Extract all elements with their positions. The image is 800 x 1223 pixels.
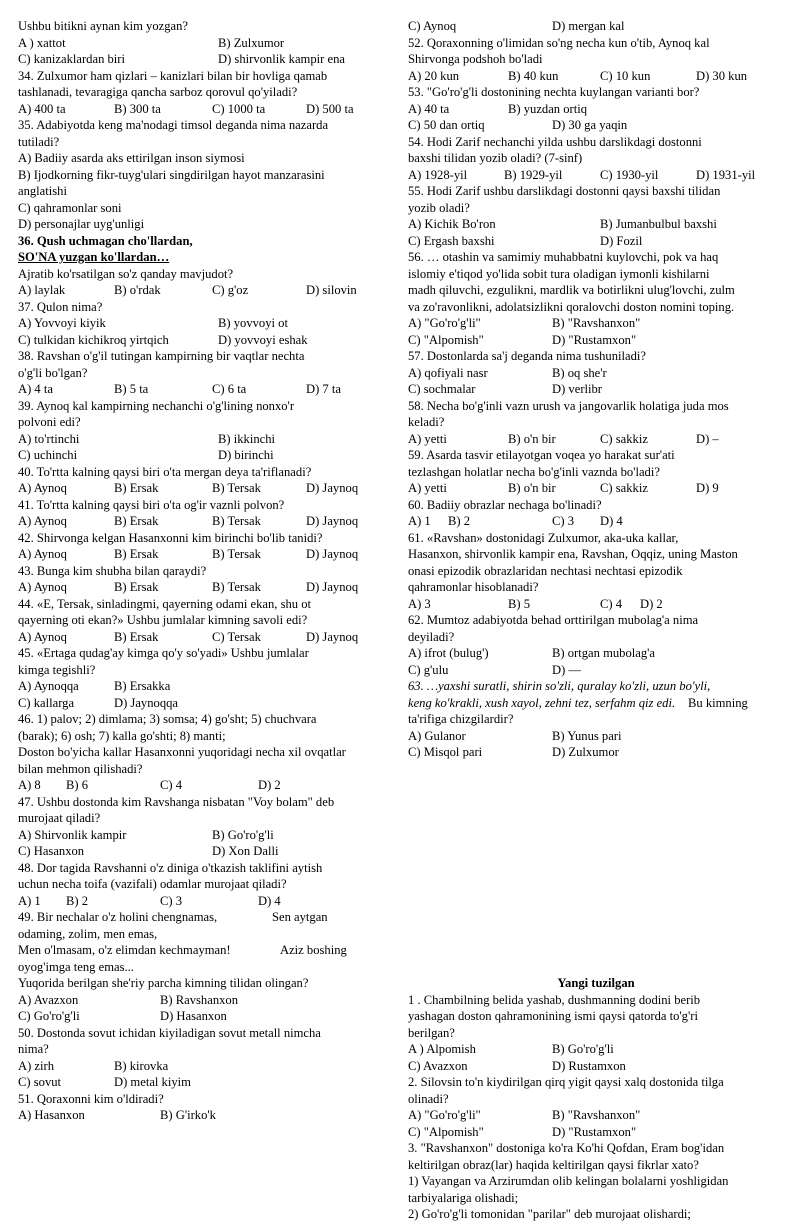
answer-option: D) 4: [258, 893, 281, 908]
answer-option: D) Jaynoq: [306, 629, 359, 644]
answer-options-line: [18, 909, 390, 926]
blank-line: [408, 827, 784, 844]
answer-option: D) Zulxumor: [552, 745, 619, 759]
answer-options-line: [408, 695, 784, 712]
text-line: 2. Silovsin to'n kiydirilgan qirq yigit qaysi xalq dostonida tilga: [408, 1075, 724, 1089]
answer-options-line: [18, 282, 390, 299]
text-line: 36. Qush uchmagan cho'llardan,: [18, 233, 193, 248]
text-line: tezlashgan holatlar necha bo'g'inli vaznda bo'ladi?: [408, 464, 660, 479]
answer-option: B) Tersak: [212, 547, 261, 561]
text-line: 2) Go'ro'g'li tomonidan "parilar" deb murojaat olishardi;: [408, 1207, 691, 1221]
answer-options-line: [408, 1041, 784, 1058]
answer-option: C) 6 ta: [212, 382, 247, 396]
text-line: 38. Ravshan o'g'il tutingan kampirning bir vaqtlar nechta: [18, 349, 305, 363]
answer-option: B) Tersak: [212, 481, 261, 495]
text-line: kimga tegishli?: [18, 662, 96, 677]
text-line: (barak); 6) osh; 7) kalla go'shti; 8) manti;: [18, 728, 226, 743]
answer-option: A) Shirvonlik kampir: [18, 827, 127, 842]
text-line: 35. Adabiyotda keng ma'nodagi timsol deganda nima nazarda: [18, 118, 329, 132]
answer-option: A) qofiyali nasr: [408, 365, 488, 380]
answer-options-line: [18, 695, 390, 712]
answer-option: A) "Go'ro'g'li": [408, 316, 481, 330]
answer-option: B) "Ravshanxon": [552, 1108, 641, 1122]
answer-option: B) Jumanbulbul baxshi: [600, 217, 717, 231]
answer-option: A) yetti: [408, 481, 447, 495]
answer-option: B) Go'ro'g'li: [552, 1042, 614, 1056]
text-line: tutiladi?: [18, 134, 60, 149]
answer-option: D) —: [552, 662, 582, 677]
text-line: B) Ijodkorning fikr-tuyg'ulari singdirilgan hayot manzarasini: [18, 167, 325, 182]
answer-option: A ) xattot: [18, 35, 66, 50]
answer-option: B) Ersak: [114, 629, 159, 644]
blank-line: [408, 794, 784, 811]
answer-option: D) mergan kal: [552, 19, 625, 33]
answer-option: B) o'n bir: [508, 481, 556, 495]
answer-options-line: [18, 315, 390, 332]
answer-option: A) Aynoq: [18, 629, 67, 644]
answer-options-line: [408, 315, 784, 332]
answer-option: keng ko'krakli, xush xayol, zehni tez, serfahm qiz edi.: [408, 695, 676, 710]
text-line: Ajratib ko'rsatilgan so'z qanday mavjudot?: [18, 266, 234, 281]
answer-option: A) Aynoq: [18, 514, 67, 528]
answer-options-line: [18, 431, 390, 448]
text-line: 54. Hodi Zarif nechanchi yilda ushbu darslikdagi dostonni: [408, 134, 702, 149]
answer-option: B) 2: [66, 893, 89, 908]
answer-option: D) Jaynoq: [306, 514, 359, 528]
answer-option: A) Aynoq: [18, 547, 67, 561]
answer-option: D) 30 ga yaqin: [552, 118, 628, 132]
answer-option: A) 3: [408, 596, 431, 611]
text-line: keladi?: [408, 415, 445, 429]
answer-options-line: [408, 596, 784, 613]
text-line: 51. Qoraxonni kim o'ldiradi?: [18, 1091, 164, 1106]
answer-option: A) ifrot (bulug'): [408, 646, 489, 660]
answer-options-line: [408, 233, 784, 250]
answer-options-line: [408, 1124, 784, 1141]
answer-option: B) Zulxumor: [218, 35, 285, 50]
answer-option: D) "Rustamxon": [552, 332, 637, 347]
answer-option: A) Avazxon: [18, 992, 79, 1007]
text-line: 47. Ushbu dostonda kim Ravshanga nisbatan "Voy bolam" deb: [18, 794, 335, 809]
text-line: madh qiluvchi, ezgulikni, mardlik va botirlikni ulug'lovchi, zulm: [408, 283, 735, 297]
text-line: 53. "Go'ro'g'li dostonining nechta kuylangan varianti bor?: [408, 85, 700, 99]
text-line: bilan mehmon qilishadi?: [18, 761, 143, 776]
text-line: murojaat qiladi?: [18, 811, 101, 825]
text-line: 37. Qulon nima?: [18, 299, 103, 314]
answer-option: A) 8: [18, 778, 41, 792]
text-line: keltirilgan obraz(lar) haqida keltirilgan qaysi fikrlar xato?: [408, 1157, 699, 1172]
answer-option: B) "Ravshanxon": [552, 316, 641, 330]
answer-option: B) yovvoyi ot: [218, 316, 288, 330]
answer-option: A) 1928-yil: [408, 167, 468, 182]
answer-option: D) metal kiyim: [114, 1075, 191, 1089]
answer-option: C) Tersak: [212, 629, 261, 644]
text-line: qayerning oti ekan?» Ushbu jumlalar kimning savoli edi?: [18, 613, 308, 627]
answer-option: A ) Alpomish: [408, 1042, 476, 1056]
answer-option: C) tulkidan kichikroq yirtqich: [18, 332, 169, 347]
answer-option: A) laylak: [18, 283, 66, 297]
text-line: yozib oladi?: [408, 200, 470, 215]
answer-option: Sen aytgan: [272, 910, 328, 924]
answer-option: B) o'n bir: [508, 431, 556, 446]
right-column: [408, 18, 784, 1223]
text-line: 43. Bunga kim shubha bilan qaraydi?: [18, 563, 207, 578]
answer-option: B) 6: [66, 778, 89, 792]
answer-option: D) yovvoyi eshak: [218, 332, 308, 347]
answer-option: D) 7 ta: [306, 382, 341, 396]
answer-options-line: [18, 513, 390, 530]
answer-options-line: [18, 51, 390, 68]
answer-option: B) Tersak: [212, 514, 261, 528]
answer-option: B) Tersak: [212, 580, 261, 594]
answer-option: C) g'ulu: [408, 662, 449, 677]
answer-options-line: [408, 513, 784, 530]
answer-options-line: [18, 480, 390, 497]
answer-options-line: [408, 728, 784, 745]
answer-option: D) Fozil: [600, 233, 643, 248]
text-line: 57. Dostonlarda sa'j deganda nima tushuniladi?: [408, 349, 646, 363]
answer-options-line: [408, 431, 784, 448]
answer-option: D) shirvonlik kampir ena: [218, 52, 345, 66]
answer-options-line: [18, 893, 390, 910]
answer-options-line: [408, 480, 784, 497]
text-line: 39. Aynoq kal kampirning nechanchi o'g'lining nonxo'r: [18, 398, 295, 413]
section-heading: Yangi tuzilgan: [557, 976, 635, 990]
answer-option: A) 20 kun: [408, 68, 460, 83]
text-line: 1 . Chambilning belida yashab, dushmanning dodini berib: [408, 992, 701, 1007]
answer-option: B) Go'ro'g'li: [212, 827, 274, 842]
answer-options-line: [18, 1058, 390, 1075]
answer-option: B) yuzdan ortiq: [508, 101, 588, 116]
answer-options-line: [408, 1107, 784, 1124]
text-line: olinadi?: [408, 1091, 449, 1106]
answer-options-line: [18, 629, 390, 646]
answer-options-line: [408, 68, 784, 85]
left-column: [18, 18, 390, 1124]
blank-line: [408, 761, 784, 778]
answer-options-line: [18, 579, 390, 596]
answer-option: B) Ersak: [114, 481, 159, 495]
answer-option: C) 3: [160, 893, 183, 908]
answer-option: D) 2: [258, 778, 281, 792]
answer-option: B) o'rdak: [114, 283, 161, 297]
answer-option: B) 2: [448, 514, 471, 528]
answer-option: Bu kimning: [688, 695, 748, 710]
text-line: 59. Asarda tasvir etilayotgan voqea yo harakat sur'ati: [408, 448, 675, 462]
text-line: 58. Necha bo'g'inli vazn urush va jangovarlik holatiga juda mos: [408, 398, 729, 413]
text-line: A) Badiiy asarda aks ettirilgan inson siymosi: [18, 151, 245, 165]
answer-option: A) yetti: [408, 431, 447, 446]
text-line: 60. Badiiy obrazlar nechaga bo'linadi?: [408, 497, 602, 512]
text-line: tashlanadi, tevaragiga qancha sarboz qorovul qo'yiladi?: [18, 85, 298, 99]
answer-option: C) 1930-yil: [600, 167, 659, 182]
text-line: SO'NA yuzgan ko'llardan…: [18, 250, 170, 264]
answer-option: C) g'oz: [212, 283, 249, 297]
answer-option: D) Hasanxon: [160, 1009, 227, 1023]
answer-option: D) Rustamxon: [552, 1058, 626, 1073]
answer-options-line: [408, 216, 784, 233]
text-line: C) qahramonlar soni: [18, 200, 122, 215]
answer-options-line: [408, 18, 784, 35]
blank-line: [408, 942, 784, 959]
answer-option: C) 50 dan ortiq: [408, 118, 485, 132]
answer-option: C) "Alpomish": [408, 332, 484, 347]
answer-option: C) 10 kun: [600, 68, 651, 83]
answer-option: B) 5: [508, 596, 531, 611]
answer-option: C) "Alpomish": [408, 1124, 484, 1139]
answer-options-line: [18, 381, 390, 398]
answer-option: A) 1: [18, 893, 41, 908]
blank-line: [408, 810, 784, 827]
blank-line: [408, 860, 784, 877]
answer-options-line: [408, 662, 784, 679]
answer-options-line: [18, 777, 390, 794]
text-line: onasi epizodik obrazlaridan nechtasi nechtasi epizodik: [408, 563, 683, 578]
answer-option: C) sochmalar: [408, 382, 476, 396]
text-line: 50. Dostonda sovut ichidan kiyiladigan sovut metall nimcha: [18, 1025, 321, 1040]
text-line: 44. «E, Tersak, sinladingmi, qayerning odami ekan, shu ot: [18, 596, 312, 611]
blank-line: [408, 893, 784, 910]
answer-option: D) "Rustamxon": [552, 1124, 637, 1139]
answer-option: D) birinchi: [218, 448, 274, 462]
answer-option: D) Jaynoqqa: [114, 695, 179, 710]
text-line: 46. 1) palov; 2) dimlama; 3) somsa; 4) go'sht; 5) chuchvara: [18, 712, 317, 726]
text-line: deyiladi?: [408, 629, 455, 644]
answer-option: C) sakkiz: [600, 481, 648, 495]
answer-option: C) Aynoq: [408, 19, 457, 33]
answer-option: D) Jaynoq: [306, 580, 359, 594]
text-line: 45. «Ertaga qudag'ay kimga qo'y so'yadi» Ushbu jumlalar: [18, 646, 309, 660]
text-line: 3. "Ravshanxon" dostoniga ko'ra Ko'hi Qofdan, Eram bog'idan: [408, 1141, 725, 1155]
answer-options-line: [18, 1074, 390, 1091]
text-line: islomiy e'tiqod yo'lida sobit tura oladigan iymonli kishilarni: [408, 266, 710, 281]
answer-option: B) 40 kun: [508, 68, 559, 83]
text-line: va zo'ravonlikni, adolatsizlikni qoralovchi doston nomini toping.: [408, 299, 735, 314]
answer-option: C) 3: [552, 514, 575, 528]
text-line: tarbiyalariga olishadi;: [408, 1190, 519, 1205]
answer-options-line: [18, 35, 390, 52]
answer-option: C) 4: [160, 778, 183, 792]
text-line: 1) Vayangan va Arzirumdan olib kelingan bolalarni yoshligidan: [408, 1174, 729, 1188]
text-line: anglatishi: [18, 184, 67, 198]
answer-option: C) Misqol pari: [408, 745, 483, 759]
text-line: nima?: [18, 1042, 49, 1056]
text-line: 63. …yaxshi suratli, shirin so'zli, quralay ko'zli, uzun bo'yli,: [408, 679, 711, 693]
blank-line: [408, 926, 784, 943]
answer-option: A) Aynoqqa: [18, 679, 79, 693]
answer-option: C) Go'ro'g'li: [18, 1009, 80, 1023]
blank-line: [408, 959, 784, 976]
answer-option: B) Yunus pari: [552, 728, 622, 743]
answer-options-line: [18, 1107, 390, 1124]
answer-options-line: [18, 942, 390, 959]
text-line: polvoni edi?: [18, 415, 81, 429]
answer-option: A) "Go'ro'g'li": [408, 1108, 481, 1122]
answer-option: B) Ersak: [114, 547, 159, 561]
text-line: Doston bo'yicha kallar Hasanxonni yuqoridagi necha xil ovqatlar: [18, 745, 346, 759]
text-line: 56. … otashin va samimiy muhabbatni kuylovchi, pok va haq: [408, 250, 719, 264]
answer-option: Aziz boshing: [280, 943, 347, 957]
answer-option: C) Hasanxon: [18, 844, 85, 858]
text-line: 41. To'rtta kalning qaysi biri o'ta og'ir vaznli polvon?: [18, 497, 285, 512]
text-line: 61. «Ravshan» dostonidagi Zulxumor, aka-uka kallar,: [408, 530, 679, 545]
answer-option: A) Kichik Bo'ron: [408, 217, 496, 231]
answer-option: B) Ersak: [114, 580, 159, 594]
answer-options-line: [408, 1058, 784, 1075]
answer-options-line: [408, 167, 784, 184]
answer-option: A) Hasanxon: [18, 1108, 85, 1122]
answer-option: B) G'irko'k: [160, 1108, 216, 1122]
answer-option: C) Ergash baxshi: [408, 233, 495, 248]
answer-option: D) Jaynoq: [306, 547, 359, 561]
blank-line: [408, 909, 784, 926]
answer-option: C) sovut: [18, 1075, 62, 1089]
answer-option: B) oq she'r: [552, 365, 607, 380]
answer-option: D) Jaynoq: [306, 481, 359, 495]
text-line: D) personajlar uyg'unligi: [18, 217, 145, 231]
answer-option: D) 4: [600, 514, 623, 528]
answer-option: 49. Bir nechalar o'z holini chengnamas,: [18, 910, 218, 924]
answer-options-line: [408, 381, 784, 398]
answer-option: A) 4 ta: [18, 382, 53, 396]
answer-option: A) 400 ta: [18, 101, 66, 116]
answer-options-line: [408, 744, 784, 761]
answer-option: D) Xon Dalli: [212, 844, 279, 858]
text-line: 34. Zulxumor ham qizlari – kanizlari bilan bir hovliga qamab: [18, 68, 328, 83]
text-line: o'g'li bo'lgan?: [18, 365, 88, 380]
text-line: 42. Shirvonga kelgan Hasanxonni kim birinchi bo'lib tanidi?: [18, 530, 323, 545]
answer-options-line: [18, 546, 390, 563]
answer-option: D) 30 kun: [696, 68, 748, 83]
text-line: 55. Hodi Zarif ushbu darslikdagi dostonni qaysi baxshi tilidan: [408, 184, 721, 198]
blank-line: [408, 777, 784, 794]
answer-option: D) 2: [640, 596, 663, 611]
answer-options-line: [18, 332, 390, 349]
answer-option: A) Aynoq: [18, 580, 67, 594]
answer-option: B) Ersakka: [114, 679, 171, 693]
answer-option: B) ortgan mubolag'a: [552, 646, 655, 660]
answer-option: A) to'rtinchi: [18, 431, 80, 446]
text-line: 48. Dor tagida Ravshanni o'z diniga o'tkazish taklifini aytish: [18, 860, 323, 875]
text-line: Yuqorida berilgan she'riy parcha kimning tilidan olingan?: [18, 976, 309, 990]
answer-option: B) 1929-yil: [504, 167, 563, 182]
answer-option: A) zirh: [18, 1058, 55, 1073]
answer-option: C) 1000 ta: [212, 101, 266, 116]
text-line: odaming, zolim, men emas,: [18, 926, 158, 941]
answer-option: C) 4: [600, 596, 623, 611]
answer-option: C) kallarga: [18, 695, 75, 710]
answer-option: D) silovin: [306, 283, 357, 297]
answer-option: A) 40 ta: [408, 101, 450, 116]
answer-option: B) Ravshanxon: [160, 992, 239, 1007]
answer-option: D) 1931-yil: [696, 167, 756, 182]
answer-option: A) Aynoq: [18, 481, 67, 495]
text-line: 62. Mumtoz adabiyotda behad orttirilgan mubolag'a nima: [408, 613, 699, 627]
answer-options-line: [18, 101, 390, 118]
answer-options-line: [408, 332, 784, 349]
answer-option: Men o'lmasam, o'z elimdan kechmayman!: [18, 943, 231, 957]
answer-option: A) Yovvoyi kiyik: [18, 316, 106, 330]
answer-option: B) 5 ta: [114, 382, 149, 396]
answer-options-line: [408, 101, 784, 118]
text-line: 52. Qoraxonning o'limidan so'ng necha kun o'tib, Aynoq kal: [408, 35, 710, 50]
answer-option: B) kirovka: [114, 1058, 169, 1073]
text-line: qahramonlar hisoblanadi?: [408, 580, 539, 594]
answer-options-line: [408, 645, 784, 662]
text-line: Hasanxon, shirvonlik kampir ena, Ravshan, Oqqiz, uning Maston: [408, 547, 738, 561]
answer-option: B) ikkinchi: [218, 431, 276, 446]
text-line: Ushbu bitikni aynan kim yozgan?: [18, 19, 188, 33]
answer-option: C) uchinchi: [18, 448, 78, 462]
answer-option: D) verlibr: [552, 382, 603, 396]
text-line: uchun necha toifa (vazifali) odamlar murojaat qiladi?: [18, 877, 287, 891]
text-line: 40. To'rtta kalning qaysi biri o'ta mergan deya ta'riflanadi?: [18, 464, 312, 479]
answer-options-line: [408, 117, 784, 134]
answer-options-line: [18, 447, 390, 464]
answer-option: D) –: [696, 431, 719, 446]
blank-line: [408, 843, 784, 860]
answer-option: C) kanizaklardan biri: [18, 52, 126, 66]
answer-options-line: [18, 827, 390, 844]
answer-option: A) Gulanor: [408, 728, 466, 743]
answer-options-line: [18, 992, 390, 1009]
answer-option: A) 1: [408, 514, 431, 528]
text-line: yashagan doston qahramonining ismi qaysi qatorda to'g'ri: [408, 1009, 698, 1023]
answer-option: B) Ersak: [114, 514, 159, 528]
text-line: berilgan?: [408, 1025, 455, 1040]
answer-option: C) Avazxon: [408, 1058, 468, 1073]
text-line: ta'rifiga chizgilardir?: [408, 712, 514, 726]
answer-option: D) 500 ta: [306, 101, 354, 116]
answer-option: B) 300 ta: [114, 101, 161, 116]
answer-options-line: [18, 1008, 390, 1025]
answer-options-line: [18, 678, 390, 695]
answer-options-line: [408, 365, 784, 382]
blank-line: [408, 876, 784, 893]
answer-option: D) 9: [696, 481, 719, 495]
answer-option: C) sakkiz: [600, 431, 648, 446]
text-line: baxshi tilidan yozib oladi? (7-sinf): [408, 151, 583, 165]
answer-options-line: [18, 843, 390, 860]
text-line: Shirvonga podshoh bo'ladi: [408, 52, 543, 66]
text-line: oyog'imga teng emas...: [18, 959, 134, 974]
